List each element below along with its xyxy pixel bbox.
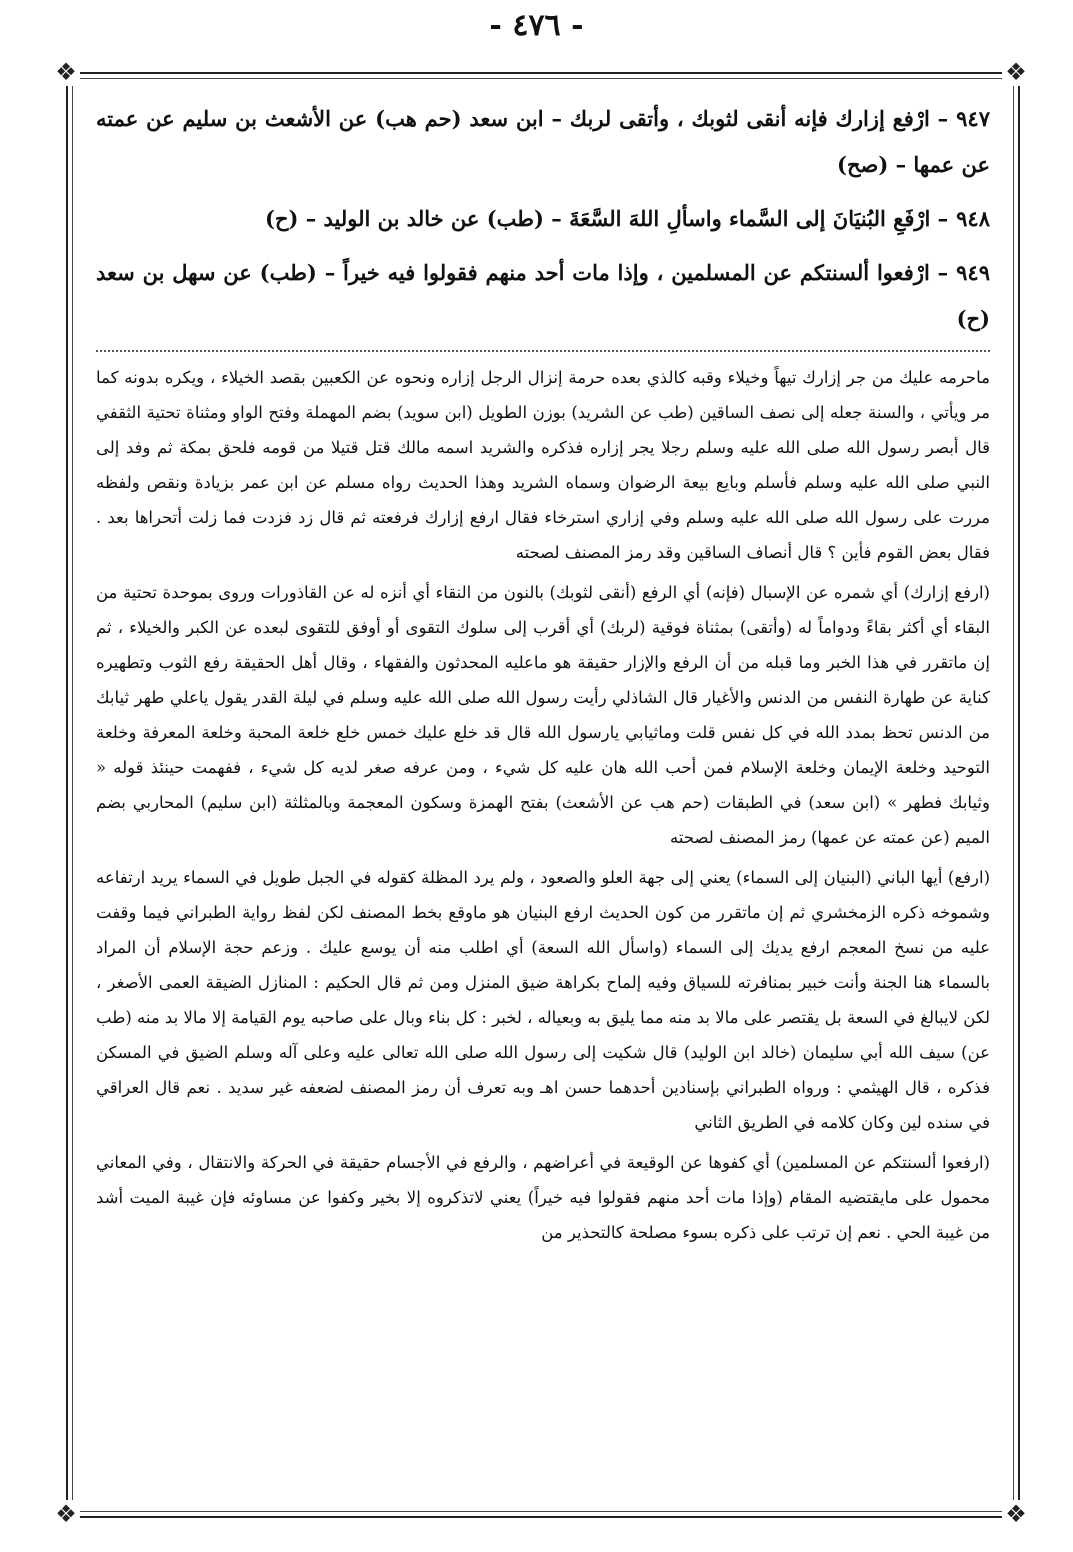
dotted-divider: [96, 350, 990, 352]
hadith-text: – ارْفعوا ألسنتكم عن المسلمين ، وإذا مات أحد منهم فقولوا فيه خيراً – (طب) عن سهل بن سعد (ح): [96, 260, 990, 331]
hadith-number: ٩٤٧: [956, 106, 990, 131]
hadith-entry: [96, 96, 990, 188]
commentary-paragraph: (ارفع إزارك) أي شمره عن الإسبال (فإنه) أي الرفع (أنقى لثوبك) بالنون من النقاء أي أنزه له عن القاذورات وروى بموحدة تحتية من البقاء أي أكثر بقاءً ودواماً له (وأتقى) بمثناة فوقية (لربك) أي أقرب إلى سلوك التقوى أو أوفق للتقوى لبعده عن الكبر والخيلاء ، ثم إن ماتقرر في هذا الخبر وما قبله من أن الرفع والإزار حقيقة هو ماعليه المحدثون والفقهاء ، وقال أهل الحقيقة رفع الثوب وتطهيره كناية عن طهارة النفس من الدنس والأغيار قال الشاذلي رأيت رسول الله صلى الله عليه وسلم في ليلة القدر يقول ياعلي طهر ثيابك من الدنس تحظ بمدد الله في كل نفس قلت وماثيابي يارسول الله قال قد خلع عليك خمس خلع خلعة المحبة وخلعة المعرفة وخلعة التوحيد وخلعة الإيمان وخلعة الإسلام فمن أحب الله هان عليه كل شيء ، ومن عرفه صغر لديه كل شيء ، ففهمت حينئذ قوله « وثيابك فطهر » (ابن سعد) في الطبقات (حم هب عن الأشعث) بفتح الهمزة وسكون المعجمة وبالمثلثة (ابن سليم) المحاربي بضم الميم (عن عمته عن عمها) رمز المصنف لصحته: [96, 583, 990, 847]
corner-ornament-icon: ❖: [1002, 58, 1030, 86]
hadith-number: ٩٤٩: [956, 260, 990, 285]
hadith-entry: [96, 250, 990, 342]
corner-ornament-icon: ❖: [1002, 1500, 1030, 1528]
hadith-entry: [96, 196, 990, 242]
hadith-number: ٩٤٨: [956, 206, 990, 231]
page-content: [96, 96, 990, 1496]
commentary-paragraph: ماحرمه عليك من جر إزارك تيهاً وخيلاء وقبه كالذي بعده حرمة إنزال الرجل إزاره ونحوه عن الكعبين بقصد الخيلاء ، ويكره بدونه كما مر ويأتي ، والسنة جعله إلى نصف الساقين (طب عن الشريد) بوزن الطويل (ابن سويد) بضم المهملة وفتح الواو ومثناة تحتية الثقفي قال أبصر رسول الله صلى الله عليه وسلم رجلا يجر إزاره فذكره والشريد اسمه مالك قتل قتيلا من قومه فلحق بمكة ثم وفد إلى النبي صلى الله عليه وسلم فأسلم وبايع بيعة الرضوان وسماه الشريد وهذا الحديث رواه مسلم عن ابن عمر بزيادة ونقص ولفظه مررت على رسول الله صلى الله عليه وسلم وفي إزاري استرخاء فقال ارفع إزارك فرفعته ثم قال زد فزدت فما زلت أتحراها بعد . فقال بعض القوم فأين ؟ قال أنصاف الساقين وقد رمز المصنف لصحته: [96, 368, 990, 562]
corner-ornament-icon: ❖: [52, 58, 80, 86]
page-number: - ٤٧٦ -: [489, 8, 584, 43]
corner-ornament-icon: ❖: [52, 1500, 80, 1528]
commentary-paragraph: (ارفعوا ألسنتكم عن المسلمين) أي كفوها عن الوقيعة في أعراضهم ، والرفع في الأجسام حقيقة في الحركة والانتقال ، وفي المعاني محمول على مايقتضيه المقام (وإذا مات أحد منهم فقولوا فيه خيراً) يعني لاتذكروه إلا بخير وكفوا عن مساوئه فإن غيبة الميت أشد من غيبة الحي . نعم إن ترتب على ذكره بسوء مصلحة كالتحذير من: [96, 1153, 990, 1242]
hadith-text: – ارْفَعِ البُنيَانَ إلى السَّماء واسألِ اللهَ السَّعَةَ – (طب) عن خالد بن الوليد – (ح): [264, 206, 949, 231]
hadith-text: – ارْفع إزارك فإنه أنقى لثوبك ، وأتقى لربك – ابن سعد (حم هب) عن الأشعث بن سليم عن عمته عن عمها – (صح): [96, 106, 990, 177]
commentary-paragraph: (ارفع) أيها الباني (البنيان إلى السماء) يعني إلى جهة العلو والصعود ، ولم يرد المظلة كقوله في الجبل طويل في السماء يريد ارتفاعه وشموخه ذكره الزمخشري ثم إن ماتقرر من كون الحديث ارفع البنيان هو ماوقع بخط المصنف لكن لفظ رواية الطبراني فيما وقفت عليه من نسخ المعجم ارفع يديك إلى السماء (واسأل الله السعة) أي اطلب منه أن يوسع عليك . وزعم حجة الإسلام أن المراد بالسماء هنا الجنة وأنت خبير بمنافرته للسياق وفيه إلماح بكراهة ضيق المنزل ومن ثم قال الحكيم : المنازل الضيقة العمى الأصغر ، لكن لايبالغ في السعة بل يقتصر على مالا بد منه مما يليق به وبعياله ، لخبر : كل بناء وبال على صاحبه يوم القيامة إلا مالا بد منه (طب عن) سيف الله أبي سليمان (خالد ابن الوليد) قال شكيت إلى رسول الله صلى الله تعالى عليه وعلى آله وسلم الضيق في المسكن فذكره ، قال الهيثمي : ورواه الطبراني بإسنادين أحدهما حسن اهـ وبه تعرف أن رمز المصنف لضعفه غير سديد . نعم قال العراقي في سنده لين وكان كلامه في الطريق الثاني: [96, 868, 990, 1132]
